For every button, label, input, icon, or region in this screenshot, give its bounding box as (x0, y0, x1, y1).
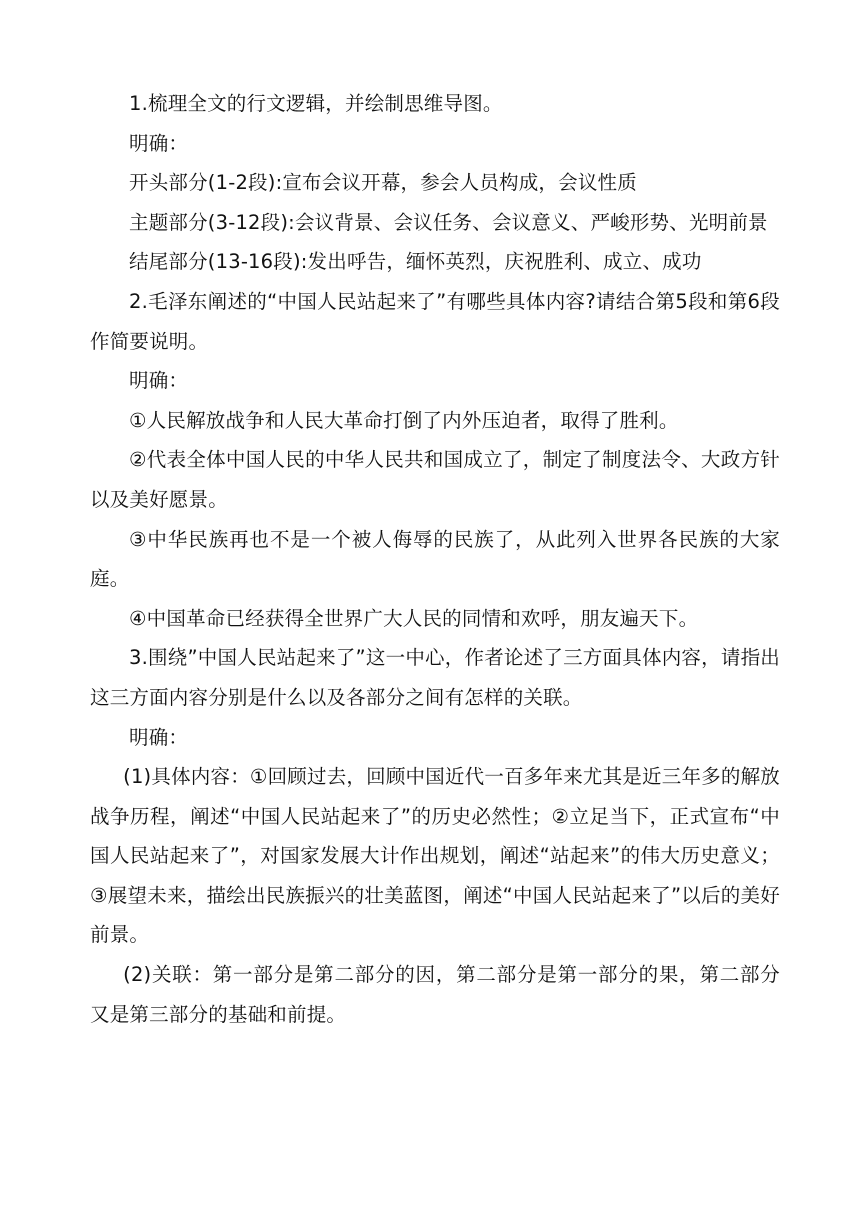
answer-point-3: ③中华民族再也不是一个被人侮辱的民族了，从此列入世界各民族的大家庭。 (90, 527, 780, 591)
answer-label: 明确： (129, 131, 189, 155)
answer-content: (1)具体内容：①回顾过去，回顾中国近代一百多年来尤其是近三年多的解放战争历程，阐述“中国人民站起来了”的历史必然性；②立足当下，正式宣布“中国人民站起来了”，对国家发展大计作出规划，阐述“站起来”的伟大历史意义；③展望未来，描绘出民族振兴的壮美蓝图，阐述“中国人民站起来了”以后的美好前景。 (90, 765, 780, 947)
answer-point-1: ①人民解放战争和人民大革命打倒了内外压迫者，取得了胜利。 (129, 408, 679, 432)
answer-label: 明确： (129, 725, 189, 749)
answer-label: 明确： (129, 369, 189, 393)
answer-main-part: 主题部分(3-12段):会议背景、会议任务、会议意义、严峻形势、光明前景 (129, 210, 768, 234)
document-body (90, 84, 780, 1034)
answer-point-2: ②代表全体中国人民的中华人民共和国成立了，制定了制度法令、大政方针以及美好愿景。 (90, 448, 780, 511)
answer-point-4: ④中国革命已经获得全世界广大人民的同情和欢呼，朋友遍天下。 (129, 606, 699, 630)
answer-opening-part: 开头部分(1-2段):宣布会议开幕，参会人员构成，会议性质 (129, 171, 637, 195)
question-2: 2.毛泽东阐述的“中国人民站起来了”有哪些具体内容?请结合第5段和第6段作简要说明。 (90, 289, 780, 353)
answer-ending-part: 结尾部分(13-16段):发出呼告，缅怀英烈，庆祝胜利、成立、成功 (129, 250, 702, 274)
question-3: 3.围绕”中国人民站起来了”这一中心，作者论述了三方面具体内容，请指出这三方面内容分别是什么以及各部分之间有怎样的关联。 (90, 646, 780, 709)
answer-relation: (2)关联：第一部分是第二部分的因，第二部分是第一部分的果，第二部分又是第三部分的基础和前提。 (90, 963, 780, 1026)
question-1: 1.梳理全文的行文逻辑，并绘制思维导图。 (129, 92, 503, 115)
